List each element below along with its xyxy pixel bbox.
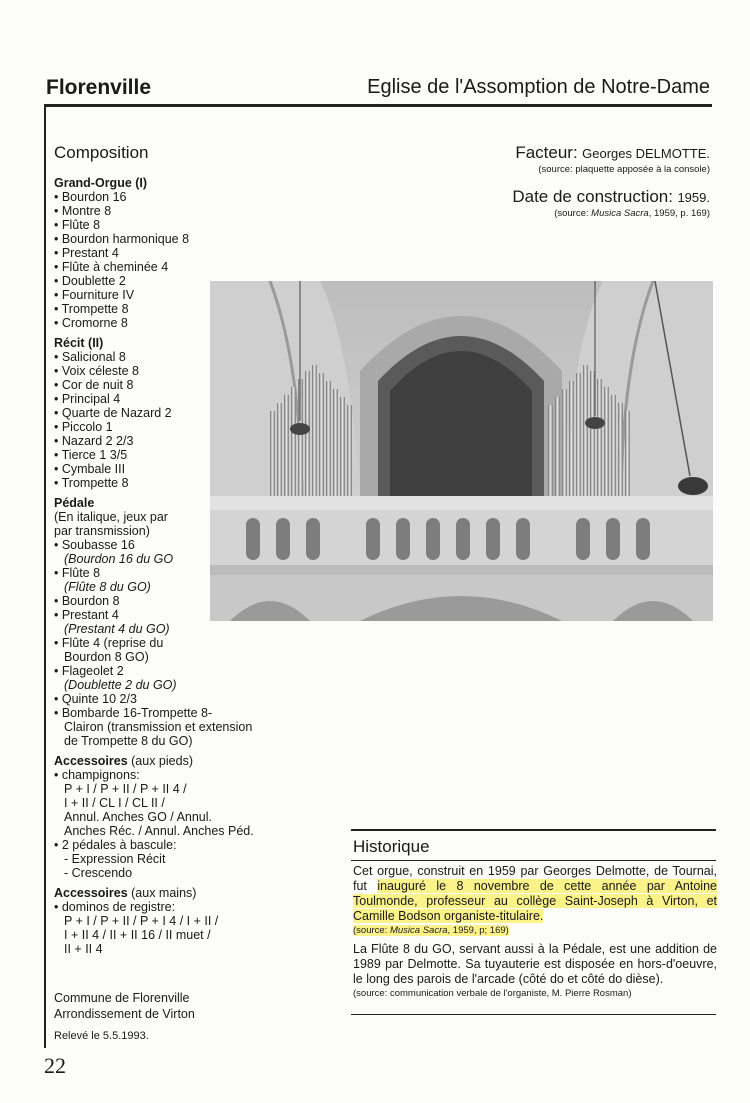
releve-date: Relevé le 5.5.1993.: [54, 1030, 149, 1042]
stop-item: (Prestant 4 du GO): [64, 622, 170, 636]
historique-rule-top: [351, 829, 716, 831]
historique-source-1: (source: Musica Sacra, 1959, p; 169): [353, 925, 509, 936]
stop-item: • Flûte 4 (reprise du: [54, 636, 164, 650]
historique-text: [353, 864, 717, 1000]
accessory-item: Annul. Anches GO / Annul.: [64, 810, 213, 824]
pedale-note-line: (En italique, jeux par: [54, 510, 168, 524]
city-title: Florenville: [46, 76, 152, 99]
stop-item: (Flûte 8 du GO): [64, 580, 151, 594]
recit-heading: Récit (II): [54, 336, 104, 350]
stop-item: • Tierce 1 3/5: [54, 448, 128, 462]
stop-item: • Quinte 10 2/3: [54, 692, 137, 706]
stop-item: • Flageolet 2: [54, 664, 124, 678]
accessory-item: II + II 4: [64, 942, 103, 956]
historique-rule-mid: [351, 860, 716, 861]
header-rule: [44, 104, 712, 107]
stop-item: de Trompette 8 du GO): [64, 734, 193, 748]
facteur-source: (source: plaquette apposée à la console): [538, 164, 710, 175]
accessory-item: I + II 4 / II + II 16 / II muet /: [64, 928, 211, 942]
accessoires-pieds-heading: Accessoires (aux pieds): [54, 754, 193, 768]
accessory-item: I + II / CL I / CL II /: [64, 796, 165, 810]
stop-item: • Bourdon 16: [54, 190, 127, 204]
accessory-item: P + I / P + II / P + I 4 / I + II /: [64, 914, 219, 928]
commune: Commune de Florenville: [54, 991, 190, 1005]
facteur-value: Georges DELMOTTE.: [582, 146, 710, 161]
highlighted-text: inauguré le 8 novembre de cette année par Antoine Toulmonde, professeur au collège Saint-Joseph à Virton, et Camille Bodson organiste-titulaire.: [353, 879, 717, 923]
accessory-item: • champignons:: [54, 768, 140, 782]
stop-item: • Salicional 8: [54, 350, 126, 364]
historique-paragraph-1: Cet orgue, construit en 1959 par Georges Delmotte, de Tournai, fut inauguré le 8 novembre de cette année par Antoine Toulmonde, professeur au collège Saint-Joseph à Virton, et Camille Bodson organiste-titulaire.: [353, 864, 717, 923]
pedale-note-line: par transmission): [54, 524, 150, 538]
accessory-item: • 2 pédales à bascule:: [54, 838, 177, 852]
stop-item: (Doublette 2 du GO): [64, 678, 177, 692]
stop-item: (Bourdon 16 du GO: [64, 552, 174, 566]
grand-orgue-heading: Grand-Orgue (I): [54, 176, 148, 190]
date-source: (source: Musica Sacra, 1959, p. 169): [554, 208, 710, 219]
accessory-item: P + I / P + II / P + II 4 /: [64, 782, 187, 796]
stop-item: • Montre 8: [54, 204, 112, 218]
stop-item: • Flûte 8: [54, 566, 101, 580]
stop-item: • Prestant 4: [54, 246, 119, 260]
stop-item: • Bourdon 8: [54, 594, 120, 608]
facteur-label: Facteur:: [515, 143, 578, 162]
stop-item: • Soubasse 16: [54, 538, 135, 552]
historique-paragraph-2: La Flûte 8 du GO, servant aussi à la Pédale, est une addition de 1989 par Delmotte. Sa tuyauterie est disposée en hors-d'oeuvre, le long des parois de l'arcade (côté do et côté do dièse).: [353, 942, 717, 986]
stop-item: • Trompette 8: [54, 476, 129, 490]
stop-item: • Flûte à cheminée 4: [54, 260, 169, 274]
organ-photo: [210, 281, 713, 621]
stop-item: • Bourdon harmonique 8: [54, 232, 190, 246]
church-title: Eglise de l'Assomption de Notre-Dame: [367, 76, 710, 98]
stop-item: • Doublette 2: [54, 274, 126, 288]
stop-item: • Piccolo 1: [54, 420, 113, 434]
date-line: [512, 187, 710, 207]
stop-item: • Cromorne 8: [54, 316, 128, 330]
date-label: Date de construction:: [512, 187, 673, 206]
stop-item: Bourdon 8 GO): [64, 650, 149, 664]
accessoires-pieds-list: [54, 768, 284, 880]
pedale-heading: Pédale: [54, 496, 95, 510]
accessoires-mains-heading: Accessoires (aux mains): [54, 886, 197, 900]
stop-item: • Cor de nuit 8: [54, 378, 134, 392]
stop-item: • Cymbale III: [54, 462, 126, 476]
historique-source-2: (source: communication verbale de l'organiste, M. Pierre Rosman): [353, 988, 632, 999]
composition-heading: Composition: [54, 143, 149, 162]
accessory-item: - Crescendo: [64, 866, 133, 880]
stop-item: • Quarte de Nazard 2: [54, 406, 172, 420]
historique-rule-bottom: [351, 1014, 716, 1015]
left-rule: [44, 104, 46, 1048]
stop-item: • Flûte 8: [54, 218, 101, 232]
stop-item: • Bombarde 16-Trompette 8-: [54, 706, 213, 720]
stop-item: • Fourniture IV: [54, 288, 135, 302]
accessory-item: • dominos de registre:: [54, 900, 176, 914]
facteur-line: [515, 143, 710, 163]
accessory-item: Anches Réc. / Annul. Anches Péd.: [64, 824, 254, 838]
page-number: 22: [44, 1053, 66, 1078]
stop-item: • Prestant 4: [54, 608, 119, 622]
accessoires-mains-list: [54, 900, 284, 956]
stop-item: • Principal 4: [54, 392, 121, 406]
arrondissement: Arrondissement de Virton: [54, 1007, 195, 1021]
footer-location: [54, 990, 195, 1044]
date-value: 1959.: [677, 190, 710, 205]
accessory-item: - Expression Récit: [64, 852, 166, 866]
stop-item: Clairon (transmission et extension: [64, 720, 253, 734]
historique-heading: Historique: [353, 837, 430, 856]
stop-item: • Voix céleste 8: [54, 364, 139, 378]
stop-item: • Nazard 2 2/3: [54, 434, 134, 448]
stop-item: • Trompette 8: [54, 302, 129, 316]
